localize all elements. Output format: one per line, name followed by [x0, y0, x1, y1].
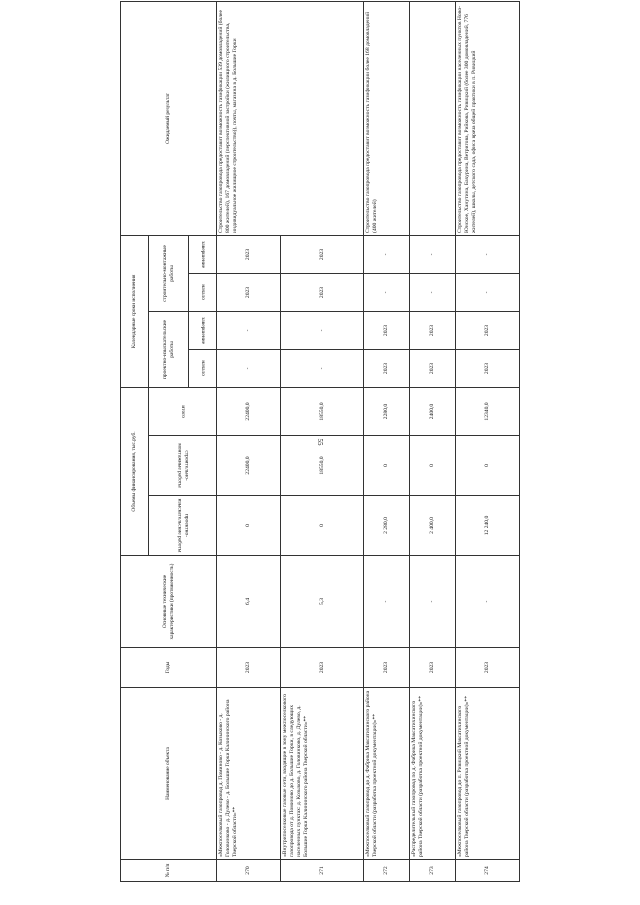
header-funding-total: итого	[149, 387, 217, 435]
row-design-cost: 0	[217, 496, 281, 556]
row-construction-start: 2023	[281, 273, 364, 311]
row-years: 2023	[281, 648, 364, 688]
header-deadlines-group: Календарные сроки исполнения	[121, 235, 149, 387]
page-number: 55	[316, 438, 324, 446]
header-result: Ожидаемый результат	[121, 1, 217, 235]
row-design-cost: 2 400,0	[410, 496, 456, 556]
row-construction-end: -	[410, 235, 456, 273]
row-result: Строительство газопровода предоставит возможность газификации более 168 домовладений (400 жителей)	[364, 1, 410, 235]
header-construction-works: строительно-монтажные работы	[149, 235, 189, 311]
row-years: 2023	[410, 648, 456, 688]
row-name: «Распределительный газопровод по д. Фабрика Максатихинского района Тверской области (разработка проектной документации)»**	[410, 688, 456, 860]
row-tech: 5,3	[281, 556, 364, 648]
table-row	[410, 1, 456, 881]
row-construction-cost: 22400,0	[217, 436, 281, 496]
header-funding-construction: строительно-монтажные работы	[149, 436, 217, 496]
row-design-end: -	[217, 311, 281, 349]
header-construction-end: завершение	[189, 235, 217, 273]
row-construction-start: 2023	[217, 273, 281, 311]
row-result: Строительство газопровода предоставит возможность газификации 539 домовладений (более 800 жителей), 167 домовладений (перспективной застройки (жилищного строительства, индивидуальное жилищное строительство)), почты, магазина в д. Большие Горки	[217, 1, 364, 235]
table-row	[364, 1, 410, 881]
row-num: 273	[410, 860, 456, 882]
row-result	[410, 1, 456, 235]
header-num: № п/п	[121, 860, 217, 882]
row-construction-end: -	[455, 235, 519, 273]
row-result: Строительство газопровода предоставит возможность газификации населенных пунктов Ново-Юнское, Ханутина, Бахурина, Ветригова, Рийкова, Ривицкий (более 300 домовладений, 776 жителей), школы, детского сада, офиса врача общей практики в п. Ривицкий	[455, 1, 519, 235]
row-years: 2023	[455, 648, 519, 688]
row-years: 2023	[364, 648, 410, 688]
row-total-cost: 2280,0	[364, 387, 410, 435]
row-design-end: 2023	[410, 311, 456, 349]
row-design-end: -	[281, 311, 364, 349]
row-total-cost: 12340,0	[455, 387, 519, 435]
header-tech: Основные технические характеристики (протяженность)	[121, 556, 217, 648]
header-years: Годы	[121, 648, 217, 688]
table-row	[217, 1, 281, 881]
row-construction-start: -	[410, 273, 456, 311]
row-design-end: 2023	[364, 311, 410, 349]
row-construction-end: 2023	[217, 235, 281, 273]
header-funding-design: проектно-изыскательские работы	[149, 496, 217, 556]
header-design-start: начало	[189, 349, 217, 387]
row-design-start: -	[217, 349, 281, 387]
row-construction-cost: 0	[410, 436, 456, 496]
row-construction-cost: 0	[364, 436, 410, 496]
row-construction-cost: 18550,0	[281, 436, 364, 496]
row-total-cost: 2400,0	[410, 387, 456, 435]
header-design-end: завершение	[189, 311, 217, 349]
row-construction-end: -	[364, 235, 410, 273]
row-name: «Межпоселковый газопровод до п. Ривицкий Максатихинского района Тверской области (разработка проектной документации)»**	[455, 688, 519, 860]
header-funding-group: Объемы финансирования, тыс.руб.	[121, 387, 149, 555]
rotated-table-container	[120, 6, 520, 882]
row-construction-start: -	[455, 273, 519, 311]
row-total-cost: 22400,0	[217, 387, 281, 435]
row-design-cost: 12 240,0	[455, 496, 519, 556]
row-years: 2023	[217, 648, 281, 688]
row-tech: 6,4	[217, 556, 281, 648]
row-total-cost: 18550,0	[281, 387, 364, 435]
header-construction-start: начало	[189, 273, 217, 311]
table-row	[455, 1, 519, 881]
row-design-start: 2023	[410, 349, 456, 387]
row-construction-end: 2023	[281, 235, 364, 273]
row-construction-cost: 0	[455, 436, 519, 496]
row-num: 274	[455, 860, 519, 882]
row-design-start: -	[281, 349, 364, 387]
row-tech: -	[410, 556, 456, 648]
row-tech: -	[455, 556, 519, 648]
header-design-works: проектно-изыскательские работы	[149, 311, 189, 387]
row-name: «Внутрипоселковые газовые сети, входящие в зону межпоселкового газопровода от д. Поминово до д. Большие Горки, в следующих населенных пунктах: д. Козыково, д. Головинково, д. Дулево, д. Большие Горки Калининского района Тверской области»**	[281, 688, 364, 860]
row-name: «Межпоселковый газопровод д. Поминово - д. Козыково - д. Головинково - д. Дулево - д. Большие Горки Калининского района Тверской области»**	[217, 688, 281, 860]
row-name: «Межпоселковый газопровод до д. Фабрика Максатихинского района Тверской области (разработка проектной документации)»**	[364, 688, 410, 860]
row-design-cost: 0	[281, 496, 364, 556]
header-name: Наименование объекта	[121, 688, 217, 860]
row-design-end: 2023	[455, 311, 519, 349]
row-num: 271	[281, 860, 364, 882]
row-num: 272	[364, 860, 410, 882]
row-design-start: 2023	[364, 349, 410, 387]
row-design-start: 2023	[455, 349, 519, 387]
projects-table	[120, 1, 520, 882]
row-construction-start: -	[364, 273, 410, 311]
row-num: 270	[217, 860, 281, 882]
row-design-cost: 2 280,0	[364, 496, 410, 556]
row-tech: -	[364, 556, 410, 648]
